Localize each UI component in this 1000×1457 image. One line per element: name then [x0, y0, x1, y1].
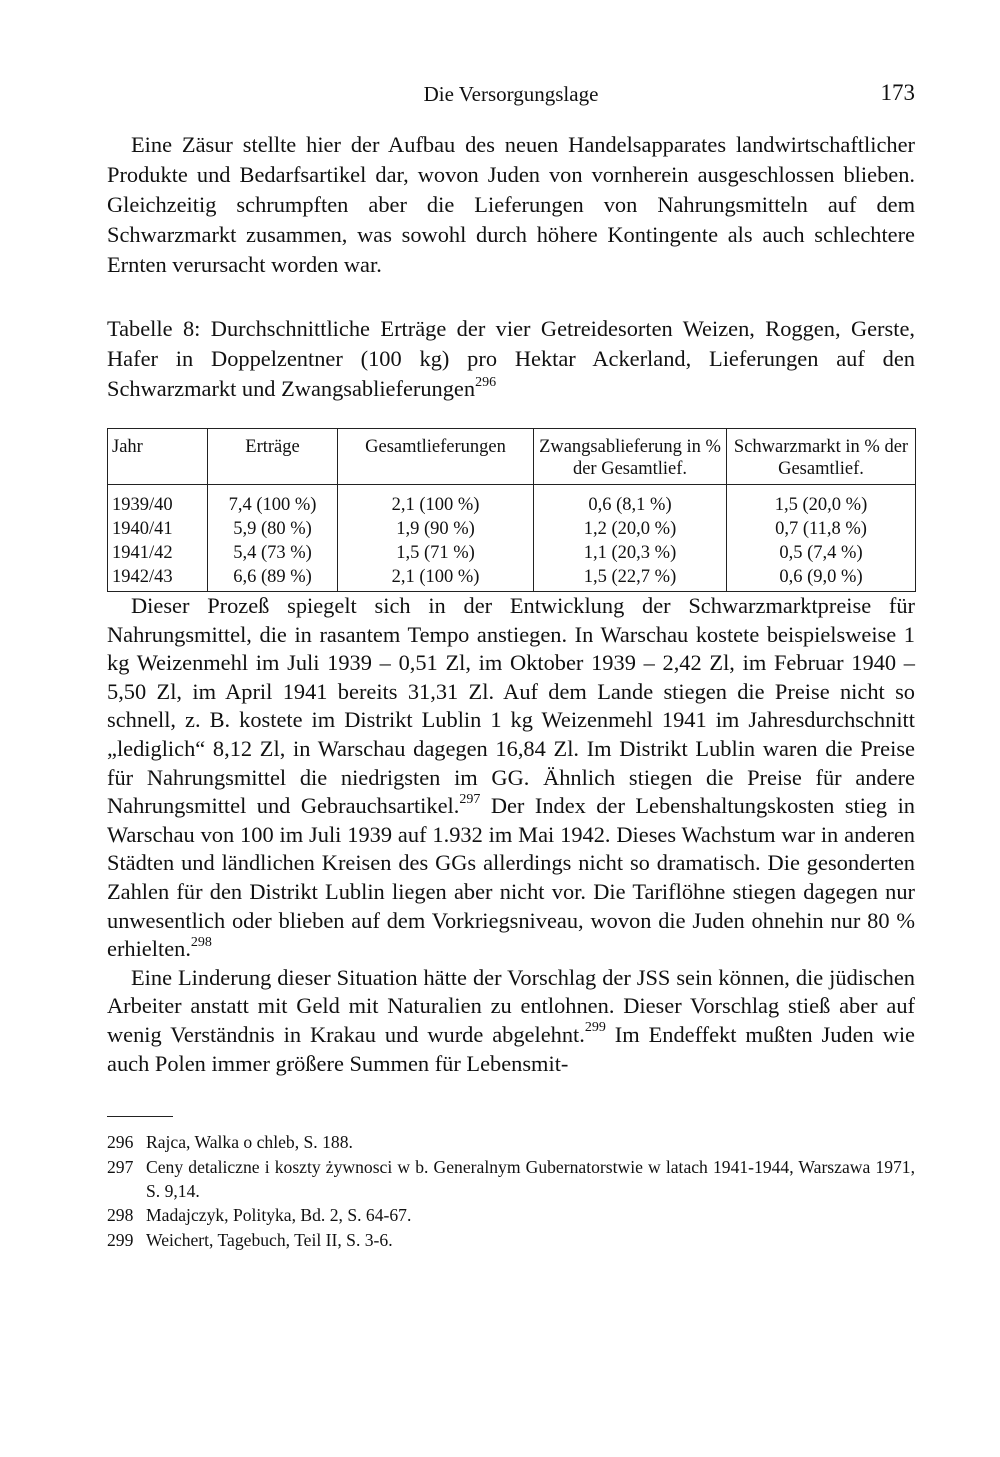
table-caption-text: Tabelle 8: Durchschnittliche Erträge der vier Getreidesorten Weizen, Roggen, Gerste, Hafer in Doppelzentner (100 kg) pro Hektar Ackerland, Lieferungen auf den Schwarzmarkt und Zwangsablieferungen	[107, 316, 915, 401]
table-row	[108, 565, 916, 592]
footnote-ref-299: 299	[584, 1020, 606, 1036]
footnote-text: Ceny detaliczne i koszty żywnosci w b. Generalnym Gubernatorstwie w latach 1941-1944, Warszawa 1971, S. 9,14.	[146, 1156, 915, 1201]
paragraph-3	[107, 964, 915, 1078]
page-number: 173	[880, 80, 915, 105]
paragraph-2-text-a: Dieser Prozeß spiegelt sich in der Entwicklung der Schwarzmarktpreise für Nahrungsmittel, die in rasantem Tempo anstiegen. In Warschau kostete beispielsweise 1 kg Weizenmehl im Juli 1939 – 0,51 Zl, im Oktober 1939 – 2,42 Zl, im Februar 1940 – 5,50 Zl, im April 1941 bereits 31,31 Zl. Auf dem Lande stiegen die Preise nicht so schnell, z. B. kostete im Distrikt Lublin 1 kg Weizenmehl 1941 im Jahresdurchschnitt „lediglich“ 8,12 Zl, in Warschau dagegen 16,84 Zl. Im Distrikt Lublin waren die Preise für Nahrungsmittel die niedrigsten im GG. Ähnlich stiegen die Preise für andere Nahrungsmittel und Gebrauchsartikel.	[107, 593, 915, 819]
table-row	[108, 517, 916, 541]
table-cell: 1,1 (20,3 %)	[534, 541, 727, 565]
footnote-number: 299	[107, 1229, 134, 1250]
footnote-298	[107, 1203, 915, 1227]
table-cell: 1942/43	[108, 565, 208, 592]
table-cell: 1,2 (20,0 %)	[534, 517, 727, 541]
table-cell: 0,6 (9,0 %)	[727, 565, 916, 592]
table-row	[108, 541, 916, 565]
footnote-text: Weichert, Tagebuch, Teil II, S. 3-6.	[146, 1229, 393, 1250]
table-cell: 1940/41	[108, 517, 208, 541]
paragraph-2-text-b: Der Index der Lebenshaltungskosten stieg in Warschau von 100 im Juli 1939 auf 1.932 im Mai 1942. Dieses Wachstum war in anderen Städten und ländlichen Kreisen des GGs allerdings nicht so dramatisch. Die gesonderten Zahlen für den Distrikt Lublin liegen aber nicht vor. Die Tariflöhne stiegen dagegen nur unwesentlich oder blieben auf dem Vorkriegsniveau, wovon die Juden ohnehin nur 80 % erhielten.	[107, 793, 916, 962]
table-cell: 2,1 (100 %)	[338, 565, 534, 592]
footnote-296	[107, 1130, 915, 1154]
table-cell: 1939/40	[108, 485, 208, 518]
table-cell: 1,5 (71 %)	[338, 541, 534, 565]
footnote-text: Madajczyk, Polityka, Bd. 2, S. 64-67.	[146, 1205, 412, 1226]
column-header-black-market: Schwarzmarkt in % der Gesamtlief.	[727, 429, 916, 485]
footnotes	[107, 1130, 915, 1252]
table-cell: 5,4 (73 %)	[208, 541, 338, 565]
paragraph-3-text-b: Im Endeffekt mußten Juden wie auch Polen immer größere Summen für Lebensmit-	[107, 1021, 915, 1076]
yield-table	[107, 428, 916, 592]
running-header	[107, 78, 915, 118]
column-header-forced-deliveries: Zwangsablieferung in % der Gesamtlief.	[534, 429, 727, 485]
footnote-number: 298	[107, 1205, 134, 1226]
table-cell: 0,7 (11,8 %)	[727, 517, 916, 541]
footnote-297	[107, 1155, 915, 1204]
table-cell: 0,5 (7,4 %)	[727, 541, 916, 565]
table-row	[108, 485, 916, 518]
paragraph-2	[107, 592, 915, 964]
footnote-text: Rajca, Walka o chleb, S. 188.	[146, 1132, 353, 1153]
table-cell: 1,9 (90 %)	[338, 517, 534, 541]
footnote-ref-297: 297	[459, 791, 481, 807]
footnote-ref-298: 298	[190, 934, 212, 950]
footnote-299	[107, 1228, 915, 1252]
table-cell: 1941/42	[108, 541, 208, 565]
paragraph-1: Eine Zäsur stellte hier der Aufbau des neuen Handelsapparates landwirtschaftlicher Produkte und Bedarfsartikel dar, wovon Juden von vornherein ausgeschlossen blieben. Gleichzeitig schrumpften aber die Lieferungen von Nahrungsmitteln auf dem Schwarzmarkt zusammen, was sowohl durch höhere Kontingente als auch schlechtere Ernten verursacht worden war.	[107, 132, 915, 277]
table-cell: 1,5 (22,7 %)	[534, 565, 727, 592]
footnote-ref-296: 296	[475, 374, 497, 390]
footnote-number: 296	[107, 1132, 134, 1153]
chapter-title: Die Versorgungslage	[423, 82, 599, 106]
column-header-total-deliveries: Gesamtlieferungen	[338, 429, 534, 485]
footnote-divider	[107, 1116, 173, 1117]
table-cell: 0,6 (8,1 %)	[534, 485, 727, 518]
column-header-yields: Erträge	[208, 429, 338, 485]
table-cell: 5,9 (80 %)	[208, 517, 338, 541]
paragraph-3-text-a: Eine Linderung dieser Situation hätte der Vorschlag der JSS sein können, die jüdischen Arbeiter anstatt mit Geld mit Naturalien zu entlohnen. Dieser Vorschlag stieß aber auf wenig Verständnis in Krakau und wurde abgelehnt.	[107, 964, 915, 1047]
table-caption	[107, 314, 915, 404]
table-cell: 6,6 (89 %)	[208, 565, 338, 592]
book-page	[107, 78, 915, 1252]
column-header-year: Jahr	[108, 429, 208, 485]
table-header-row	[108, 429, 916, 485]
table-cell: 7,4 (100 %)	[208, 485, 338, 518]
table-cell: 2,1 (100 %)	[338, 485, 534, 518]
table-cell: 1,5 (20,0 %)	[727, 485, 916, 518]
footnote-number: 297	[107, 1156, 134, 1177]
